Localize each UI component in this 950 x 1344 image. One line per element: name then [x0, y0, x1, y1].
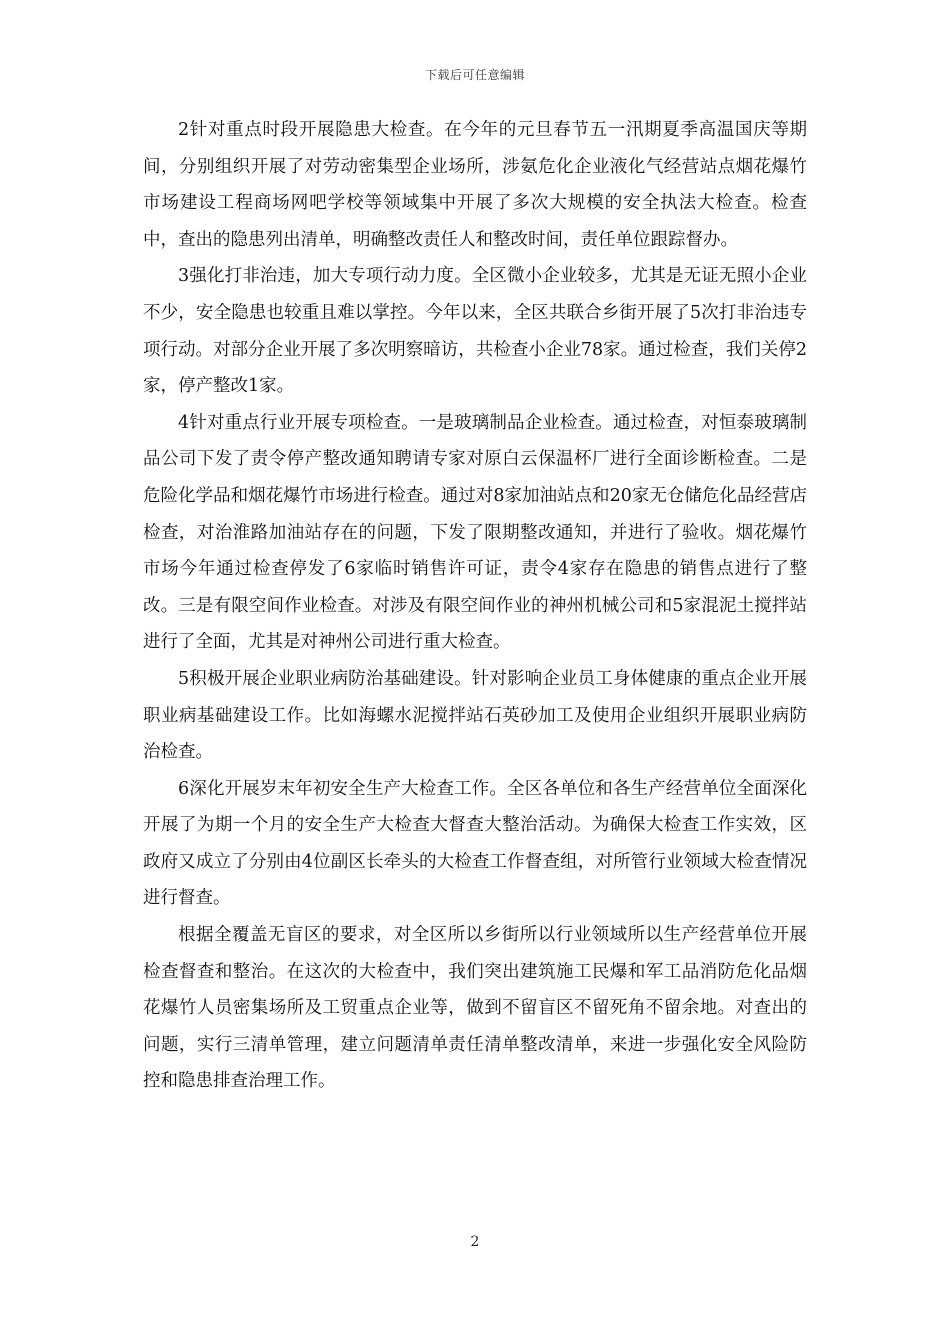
- page-header: 下载后可任意编辑: [424, 68, 525, 82]
- paragraph-5-occupational-disease: 5积极开展企业职业病防治基础建设。针对影响企业员工身体健康的重点企业开展职业病基础建设工作。比如海螺水泥搅拌站石英砂加工及使用企业组织开展职业病防治检查。: [143, 668, 807, 763]
- paragraph-3-crackdown: 3强化打非治违，加大专项行动力度。全区微小企业较多，尤其是无证无照小企业不少，安全隐患也较重且难以掌控。今年以来，全区共联合乡街开展了5次打非治违专项行动。对部分企业开展了多次明察暗访，共检查小企业78家。通过检查，我们关停2家，停产整改1家。: [143, 266, 807, 397]
- paragraph-4-industry-inspection: 4针对重点行业开展专项检查。一是玻璃制品企业检查。通过检查，对恒泰玻璃制品公司下发了责令停产整改通知聘请专家对原白云保温杯厂进行全面诊断检查。二是危险化学品和烟花爆竹市场进行检查。通过对8家加油站点和20家无仓储危化品经营店检查，对治淮路加油站存在的问题，下发了限期整改通知，并进行了验收。烟花爆竹市场今年通过检查停发了6家临时销售许可证，责令4家存在隐患的销售点进行了整改。三是有限空间作业检查。对涉及有限空间作业的神州机械公司和5家混泥土搅拌站进行了全面，尤其是对神州公司进行重大检查。: [143, 412, 807, 653]
- document-body: [143, 112, 807, 1100]
- paragraph-6-year-end-inspection: 6深化开展岁末年初安全生产大检查工作。全区各单位和各生产经营单位全面深化开展了为期一个月的安全生产大检查大督查大整治活动。为确保大检查工作实效，区政府又成立了分别由4位副区长牵头的大检查工作督查组，对所管行业领域大检查情况进行督查。: [143, 778, 807, 909]
- paragraph-full-coverage: 根据全覆盖无盲区的要求，对全区所以乡街所以行业领域所以生产经营单位开展检查督查和整治。在这次的大检查中，我们突出建筑施工民爆和军工品消防危化品烟花爆竹人员密集场所及工贸重点企业等，做到不留盲区不留死角不留余地。对查出的问题，实行三清单管理，建立问题清单责任清单整改清单，来进一步强化安全风险防控和隐患排查治理工作。: [143, 925, 807, 1092]
- paragraph-2-focus-periods: 2针对重点时段开展隐患大检查。在今年的元旦春节五一汛期夏季高温国庆等期间，分别组织开展了对劳动密集型企业场所，涉氨危化企业液化气经营站点烟花爆竹市场建设工程商场网吧学校等领域集中开展了多次大规模的安全执法大检查。检查中，查出的隐患列出清单，明确整改责任人和整改时间，责任单位跟踪督办。: [143, 120, 807, 250]
- page-number: 2: [470, 1234, 480, 1250]
